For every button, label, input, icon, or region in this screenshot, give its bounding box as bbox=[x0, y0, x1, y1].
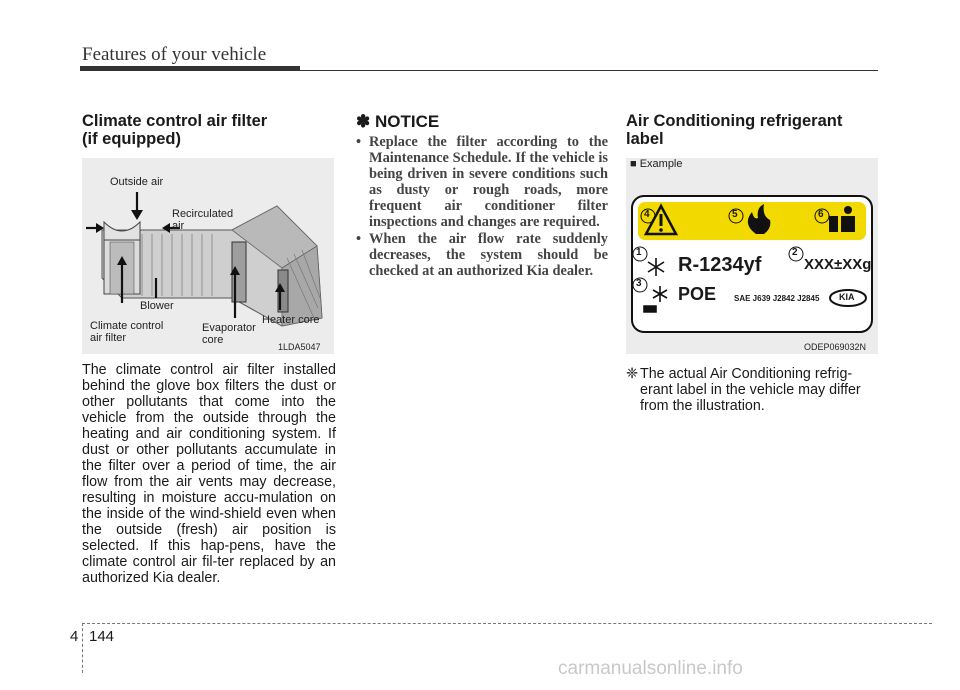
figure-code: ODEP069032N bbox=[804, 342, 867, 352]
notice-title: ✽ NOTICE bbox=[356, 112, 440, 131]
page-number: 144 bbox=[89, 628, 115, 645]
watermark: carmanualsonline.info bbox=[558, 658, 743, 679]
header-bar bbox=[80, 66, 300, 71]
label-heater-core: Heater core bbox=[262, 314, 320, 326]
refrigerant-label-figure bbox=[626, 158, 878, 354]
callout-5: 5 bbox=[732, 209, 738, 220]
header-rule bbox=[300, 70, 878, 71]
label-climate-control-air-filter: Climate control air filter bbox=[90, 320, 164, 344]
callout-6: 6 bbox=[818, 209, 824, 220]
footer-rule bbox=[82, 623, 932, 624]
notice-item: • Replace the filter according to the Maintenance Schedule. If the vehicle is being driven in severe conditions such as dusty or rough roads, more frequent air conditioner filter inspections and changes are required. bbox=[356, 134, 608, 231]
sae-standards: SAE J639 J2842 J2845 bbox=[734, 294, 820, 303]
air-filter-figure bbox=[82, 158, 334, 354]
air-filter-description: The climate control air filter installed behind the glove box filters the dust or other pollutants that come into the vehicle from the outside through the heating and air conditioning system. If dust or other pollutants accumulate in the filter over a period of time, the air flow from the air vents may decrease, resulting in moisture accu-mulation on the inside of the wind-shield even when the outside (fresh) air position is selected. If this hap-pens, have the climate control air fil-ter replaced by an authorized Kia dealer. bbox=[82, 362, 336, 586]
note-symbol: ❈ bbox=[626, 366, 638, 382]
label-evaporator-core: Evaporator core bbox=[202, 322, 256, 346]
label-recirculated-air: Recirculated air bbox=[172, 208, 234, 232]
refrigerant-type: R-1234yf bbox=[678, 254, 762, 276]
oil-type: POE bbox=[678, 284, 717, 304]
footer-divider bbox=[82, 623, 83, 673]
page-header-title: Features of your vehicle bbox=[82, 44, 267, 65]
label-outside-air: Outside air bbox=[110, 176, 164, 188]
refrigerant-label-note bbox=[626, 366, 880, 414]
service-manual-icon bbox=[844, 206, 852, 214]
callout-3: 3 bbox=[636, 278, 642, 289]
example-label: ■ Example bbox=[630, 158, 683, 170]
callout-4: 4 bbox=[644, 209, 650, 220]
note-text: The actual Air Conditioning refrig-erant label in the vehicle may differ from the illustration. bbox=[640, 366, 861, 414]
section-title-refrigerant-label: Air Conditioning refrigerant label bbox=[626, 112, 843, 148]
callout-1: 1 bbox=[636, 247, 642, 258]
notice-item: • When the air flow rate suddenly decreases, the system should be checked at an authorized Kia dealer. bbox=[356, 231, 608, 279]
notice-list bbox=[356, 134, 608, 279]
chapter-number: 4 bbox=[70, 628, 79, 645]
figure-code: 1LDA5047 bbox=[278, 342, 321, 352]
section-title-air-filter: Climate control air filter (if equipped) bbox=[82, 112, 268, 148]
kia-logo-text: KIA bbox=[839, 292, 855, 302]
callout-2: 2 bbox=[792, 247, 798, 258]
refrigerant-amount: XXX±XXg bbox=[804, 256, 872, 273]
label-blower: Blower bbox=[140, 300, 174, 312]
